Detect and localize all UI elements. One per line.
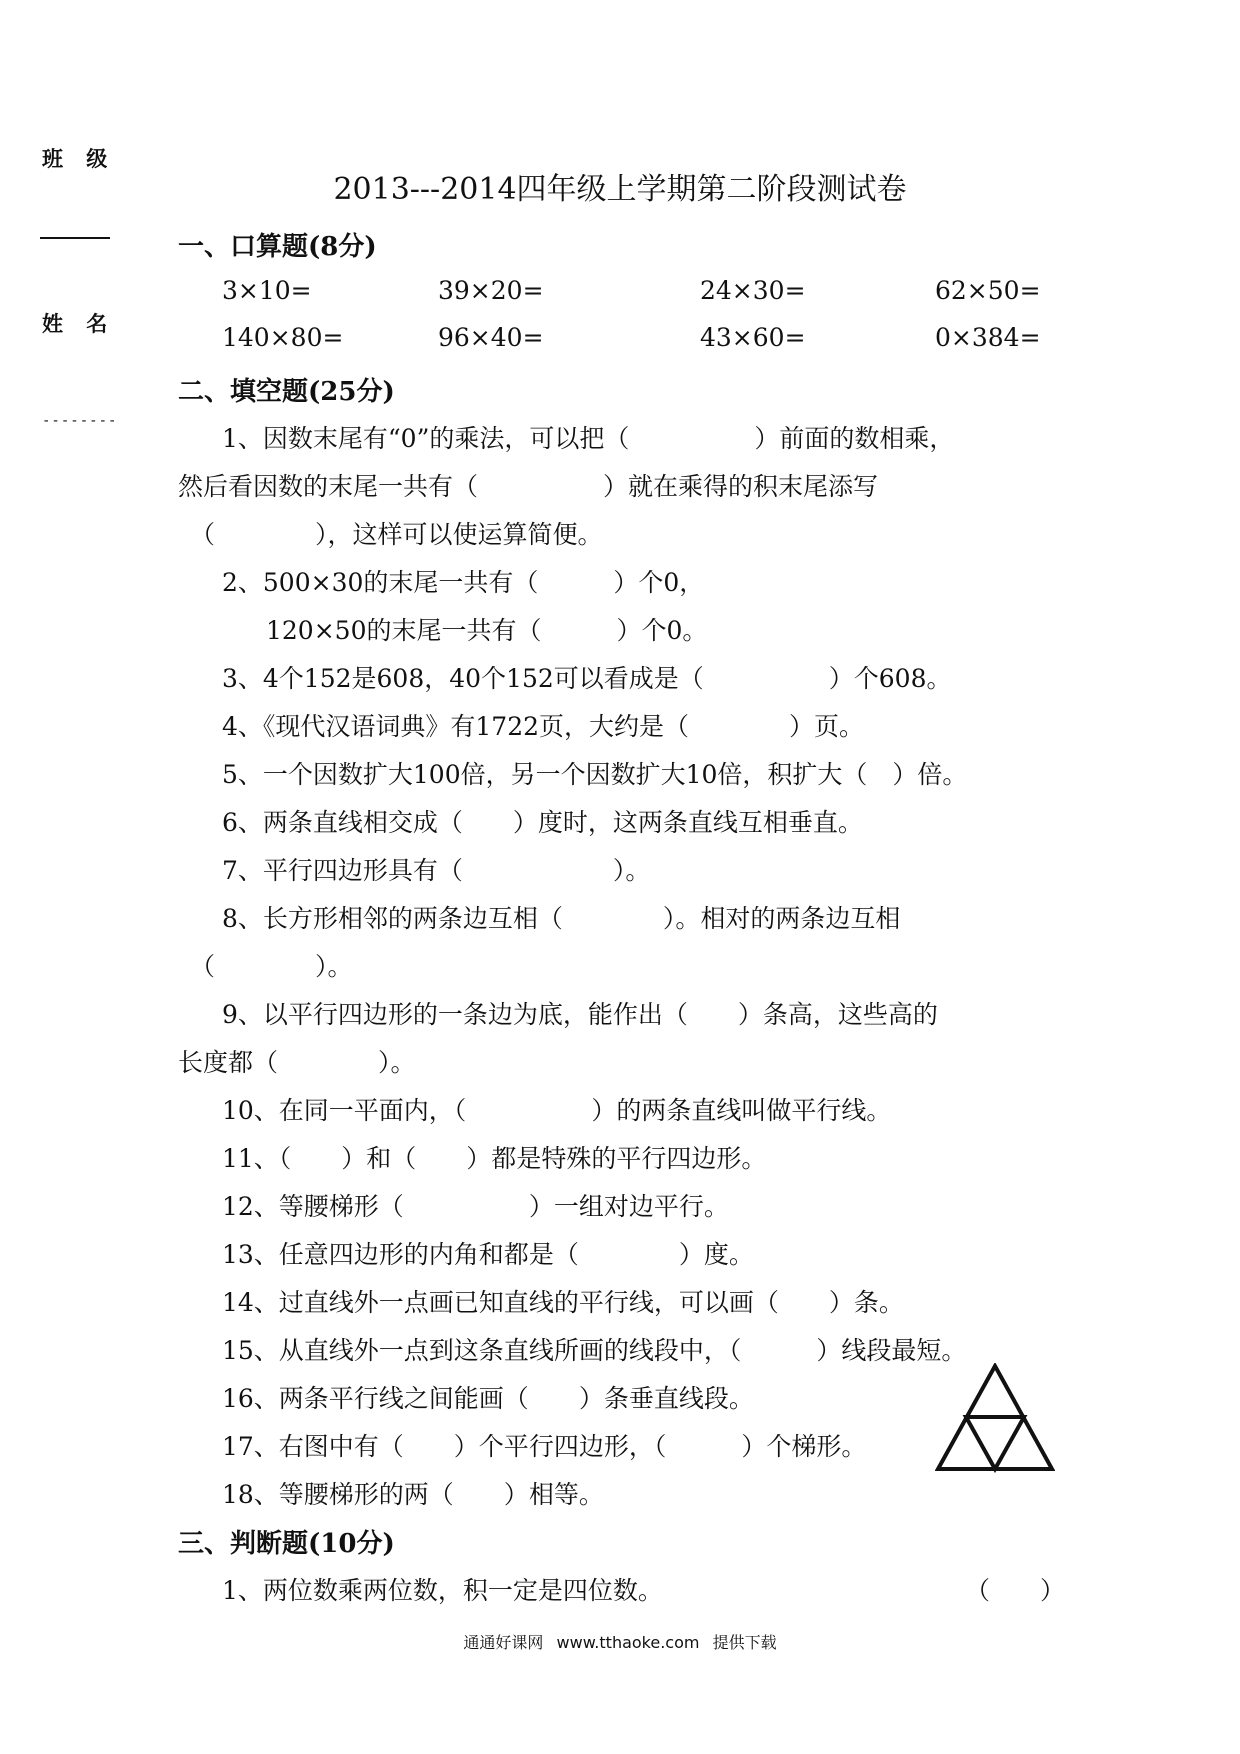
calc-item: 39×20= xyxy=(438,276,544,305)
triangle-subdivided-icon xyxy=(935,1363,1055,1473)
fill-blank-line: （ ）。 xyxy=(190,952,353,981)
calc-item: 140×80= xyxy=(222,323,344,352)
calc-item: 24×30= xyxy=(700,276,806,305)
fill-blank-line: 18、等腰梯形的两（ ）相等。 xyxy=(222,1480,604,1509)
section3-heading: 三、判断题(10分) xyxy=(178,1529,395,1559)
section1-heading: 一、口算题(8分) xyxy=(178,232,377,262)
fill-blank-line: 6、两条直线相交成（ ）度时，这两条直线互相垂直。 xyxy=(222,808,863,837)
fill-blank-line: 2、500×30的末尾一共有（ ）个0， xyxy=(222,568,705,597)
fill-blank-line: 10、在同一平面内，（ ）的两条直线叫做平行线。 xyxy=(222,1096,892,1125)
class-blank-line xyxy=(40,237,110,239)
fill-blank-line: 17、右图中有（ ）个平行四边形，（ ）个梯形。 xyxy=(222,1432,867,1461)
page-title: 2013---2014四年级上学期第二阶段测试卷 xyxy=(333,172,907,207)
fill-blank-line: 5、一个因数扩大100倍，另一个因数扩大10倍，积扩大（ ）倍。 xyxy=(222,760,968,789)
fill-blank-line: 9、以平行四边形的一条边为底，能作出（ ）条高，这些高的 xyxy=(222,1000,938,1029)
footer-url[interactable]: www.tthaoke.com xyxy=(556,1633,700,1652)
judge-answer-box[interactable]: （ ） xyxy=(965,1576,1066,1605)
fill-blank-line: 12、等腰梯形（ ）一组对边平行。 xyxy=(222,1192,729,1221)
fill-blank-line: 7、平行四边形具有（ ）。 xyxy=(222,856,651,885)
fill-blank-line: 4、《现代汉语词典》有1722页，大约是（ ）页。 xyxy=(222,712,865,741)
section2-heading: 二、填空题(25分) xyxy=(178,377,395,407)
name-dash-line: -------- xyxy=(42,413,118,429)
fill-blank-line: 16、两条平行线之间能画（ ）条垂直线段。 xyxy=(222,1384,754,1413)
judge-item-text: 1、两位数乘两位数，积一定是四位数。 xyxy=(222,1576,663,1605)
fill-blank-line: 13、任意四边形的内角和都是（ ）度。 xyxy=(222,1240,754,1269)
fill-blank-line: 3、4个152是608，40个152可以看成是（ ）个608。 xyxy=(222,664,952,693)
calc-item: 43×60= xyxy=(700,323,806,352)
footer xyxy=(0,1630,1240,1653)
fill-blank-line: 长度都（ ）。 xyxy=(178,1048,416,1077)
footer-site-name: 通通好课网 xyxy=(463,1633,544,1652)
fill-blank-line: 120×50的末尾一共有（ ）个0。 xyxy=(266,616,708,645)
fill-blank-line: （ ），这样可以使运算简便。 xyxy=(190,520,603,549)
fill-blank-line: 15、从直线外一点到这条直线所画的线段中，（ ）线段最短。 xyxy=(222,1336,967,1365)
calc-item: 3×10= xyxy=(222,276,312,305)
fill-blank-line: 8、长方形相邻的两条边互相（ ）。相对的两条边互相 xyxy=(222,904,901,933)
calc-item: 96×40= xyxy=(438,323,544,352)
class-label: 班 级 xyxy=(42,147,116,171)
fill-blank-line: 14、过直线外一点画已知直线的平行线，可以画（ ）条。 xyxy=(222,1288,904,1317)
calc-item: 0×384= xyxy=(935,323,1041,352)
fill-blank-line: 然后看因数的末尾一共有（ ）就在乘得的积末尾添写 xyxy=(178,472,879,501)
footer-note: 提供下载 xyxy=(712,1633,777,1652)
calc-item: 62×50= xyxy=(935,276,1041,305)
fill-blank-line: 1、因数末尾有“0”的乘法，可以把（ ）前面的数相乘， xyxy=(222,424,955,453)
name-label: 姓 名 xyxy=(42,312,116,336)
fill-blank-line: 11、（ ）和（ ）都是特殊的平行四边形。 xyxy=(222,1144,767,1173)
